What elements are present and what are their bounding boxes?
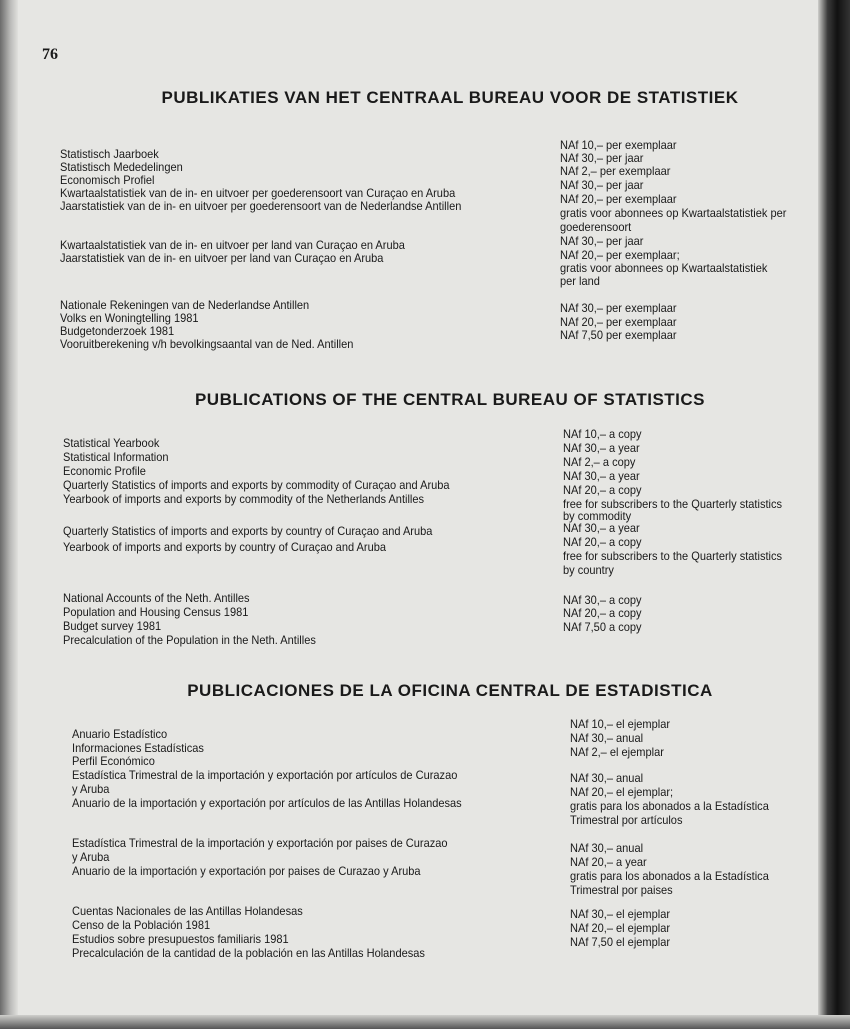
publication-title: Budgetonderzoek 1981 bbox=[60, 324, 175, 338]
publication-price: gratis para los abonados a la Estadística bbox=[570, 869, 769, 883]
publication-title: Statistical Yearbook bbox=[63, 436, 160, 450]
publication-price: NAf 20,– a copy bbox=[563, 483, 642, 497]
publication-price: NAf 20,– a copy bbox=[563, 606, 642, 620]
publication-price: NAf 7,50 a copy bbox=[563, 620, 642, 634]
publication-title: Anuario de la importación y exportación por artículos de las Antillas Holandesas bbox=[72, 796, 462, 810]
publication-title: Statistisch Mededelingen bbox=[60, 160, 183, 174]
publication-price: gratis voor abonnees op Kwartaalstatistiek bbox=[560, 261, 768, 275]
publication-price: Trimestral por paises bbox=[570, 883, 673, 897]
publication-title: Kwartaalstatistiek van de in- en uitvoer per land van Curaçao en Aruba bbox=[60, 238, 405, 252]
page-binding-shadow bbox=[0, 0, 18, 1029]
publication-price: by country bbox=[563, 563, 614, 577]
publication-price: NAf 30,– anual bbox=[570, 731, 644, 745]
publication-price: by commodity bbox=[563, 509, 632, 523]
publication-title: Precalculation of the Population in the Neth. Antilles bbox=[63, 633, 316, 647]
publication-price: NAf 20,– per exemplaar bbox=[560, 192, 677, 206]
publication-price: NAf 20,– a year bbox=[570, 855, 647, 869]
page-edge-shadow bbox=[818, 0, 850, 1029]
publication-title: Estadística Trimestral de la importación y exportación por artículos de Curazao bbox=[72, 768, 458, 782]
publication-price: Trimestral por artículos bbox=[570, 813, 683, 827]
publication-title: Jaarstatistiek van de in- en uitvoer per goederensoort van de Nederlandse Antillen bbox=[60, 199, 462, 213]
publication-title: Anuario de la importación y exportación por paises de Curazao y Aruba bbox=[72, 864, 421, 878]
publication-title: National Accounts of the Neth. Antilles bbox=[63, 591, 250, 605]
section-title: PUBLIKATIES VAN HET CENTRAAL BUREAU VOOR DE STATISTIEK bbox=[161, 88, 739, 107]
publication-title: Estudios sobre presupuestos familiaris 1981 bbox=[72, 932, 289, 946]
publication-title: Population and Housing Census 1981 bbox=[63, 605, 249, 619]
publication-title: Perfil Económico bbox=[72, 754, 155, 768]
publication-price: NAf 2,– a copy bbox=[563, 455, 636, 469]
publication-title: Anuario Estadístico bbox=[72, 727, 168, 741]
publication-price: NAf 20,– el ejemplar; bbox=[570, 785, 674, 799]
publication-title: Informaciones Estadísticas bbox=[72, 741, 204, 755]
publication-title: Censo de la Población 1981 bbox=[72, 918, 211, 932]
publication-title: Quarterly Statistics of imports and exports by commodity of Curaçao and Aruba bbox=[63, 478, 450, 492]
publication-price: NAf 30,– a year bbox=[563, 469, 640, 483]
page-number: 76 bbox=[42, 46, 58, 63]
publication-price: NAf 30,– el ejemplar bbox=[570, 907, 671, 921]
publication-title: Economic Profile bbox=[63, 464, 146, 478]
publication-title: Nationale Rekeningen van de Nederlandse Antillen bbox=[60, 298, 310, 312]
publication-title: Cuentas Nacionales de las Antillas Holandesas bbox=[72, 904, 303, 918]
publication-title: y Aruba bbox=[72, 850, 110, 864]
publication-price: goederensoort bbox=[560, 220, 632, 234]
publication-price: NAf 30,– anual bbox=[570, 841, 644, 855]
publication-price: NAf 30,– per jaar bbox=[560, 178, 644, 192]
section-title: PUBLICATIONS OF THE CENTRAL BUREAU OF STATISTICS bbox=[194, 390, 706, 409]
publication-price: NAf 10,– el ejemplar bbox=[570, 717, 671, 731]
publication-title: y Aruba bbox=[72, 782, 110, 796]
page-bottom-shadow bbox=[0, 1015, 850, 1029]
publication-price: NAf 30,– a year bbox=[563, 441, 640, 455]
publication-price: NAf 30,– per jaar bbox=[560, 234, 644, 248]
publication-title: Kwartaalstatistiek van de in- en uitvoer per goederensoort van Curaçao en Aruba bbox=[60, 186, 456, 200]
publication-price: NAf 20,– a copy bbox=[563, 535, 642, 549]
publication-price: NAf 30,– a copy bbox=[563, 593, 642, 607]
publication-title: Vooruitberekening v/h bevolkingsaantal van de Ned. Antillen bbox=[60, 337, 354, 351]
publication-price: NAf 20,– el ejemplar bbox=[570, 921, 671, 935]
publication-price: NAf 10,– per exemplaar bbox=[560, 138, 677, 152]
publication-title: Jaarstatistiek van de in- en uitvoer per land van Curaçao en Aruba bbox=[60, 251, 384, 265]
publication-title: Volks en Woningtelling 1981 bbox=[60, 311, 199, 325]
section-title: PUBLICACIONES DE LA OFICINA CENTRAL DE ESTADISTICA bbox=[187, 681, 713, 700]
publication-title: Yearbook of imports and exports by commodity of the Netherlands Antilles bbox=[63, 492, 425, 506]
publication-price: NAf 30,– per jaar bbox=[560, 151, 644, 165]
publication-title: Precalculación de la cantidad de la población en las Antillas Holandesas bbox=[72, 946, 425, 960]
publication-price: NAf 30,– a year bbox=[563, 521, 640, 535]
publication-price: free for subscribers to the Quarterly statistics bbox=[563, 549, 783, 563]
publication-price: gratis para los abonados a la Estadística bbox=[570, 799, 769, 813]
publication-price: NAf 10,– a copy bbox=[563, 427, 642, 441]
publication-price: NAf 7,50 per exemplaar bbox=[560, 328, 677, 342]
publication-price: gratis voor abonnees op Kwartaalstatistiek per bbox=[560, 206, 787, 220]
publication-title: Quarterly Statistics of imports and exports by country of Curaçao and Aruba bbox=[63, 524, 433, 538]
publication-price: NAf 30,– anual bbox=[570, 771, 644, 785]
publication-title: Economisch Profiel bbox=[60, 173, 155, 187]
publication-price: per land bbox=[560, 274, 600, 288]
publication-title: Budget survey 1981 bbox=[63, 619, 162, 633]
publication-price: NAf 30,– per exemplaar bbox=[560, 301, 677, 315]
publication-price: NAf 7,50 el ejemplar bbox=[570, 935, 671, 949]
publication-title: Statistical Information bbox=[63, 450, 169, 464]
publication-title: Statistisch Jaarboek bbox=[60, 147, 159, 161]
publication-title: Yearbook of imports and exports by country of Curaçao and Aruba bbox=[63, 540, 387, 554]
publication-price: NAf 2,– per exemplaar bbox=[560, 164, 671, 178]
publication-price: NAf 20,– per exemplaar bbox=[560, 315, 677, 329]
publication-price: NAf 2,– el ejemplar bbox=[570, 745, 664, 759]
publication-price: NAf 20,– per exemplaar; bbox=[560, 248, 680, 262]
publication-price: free for subscribers to the Quarterly statistics bbox=[563, 497, 783, 511]
publication-title: Estadística Trimestral de la importación y exportación por paises de Curazao bbox=[72, 836, 448, 850]
